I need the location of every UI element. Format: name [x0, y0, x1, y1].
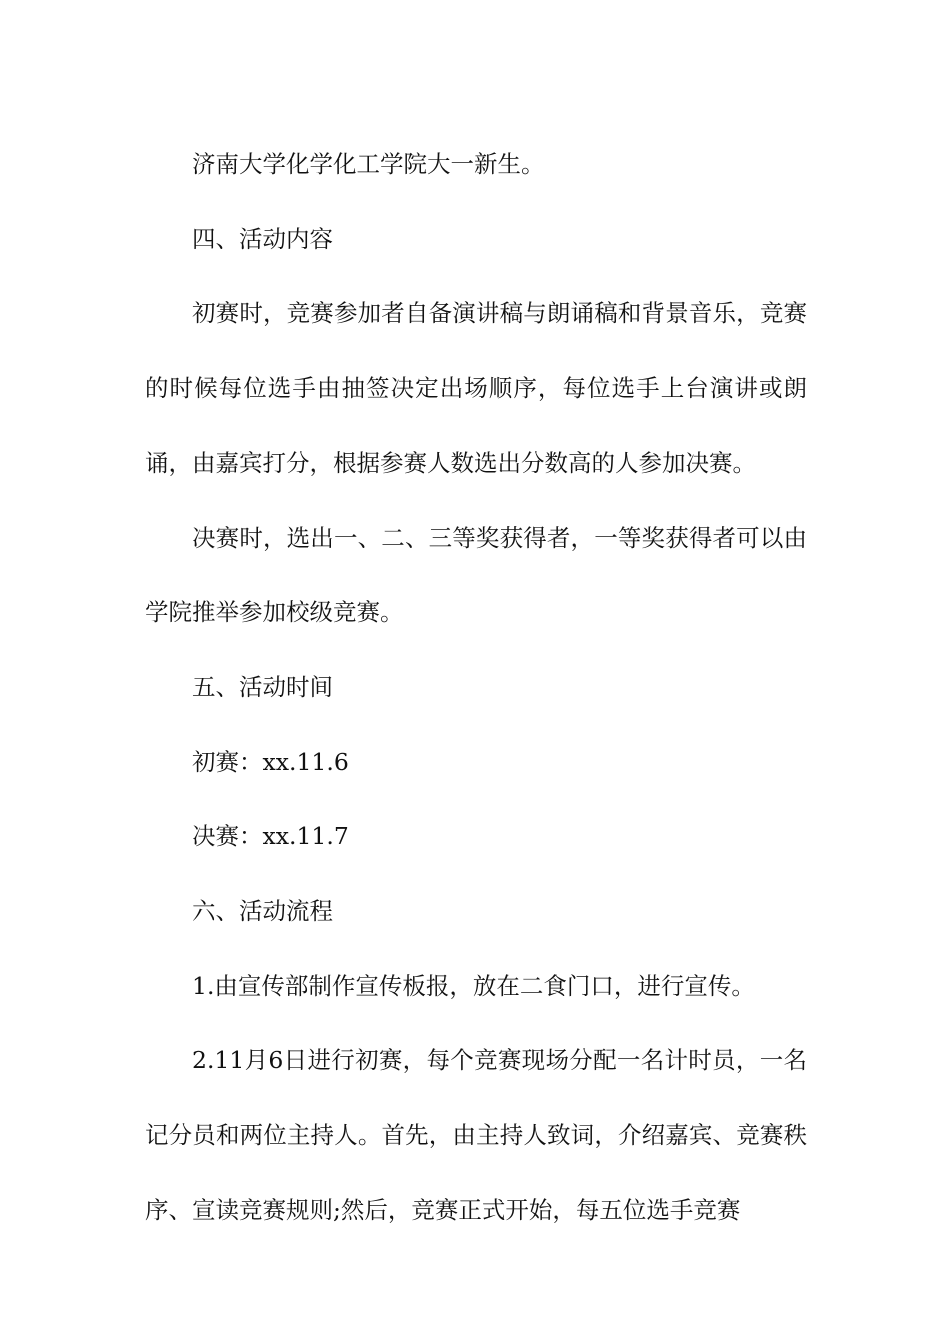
heading-activity-time: 五、活动时间 — [192, 672, 333, 701]
document-body — [145, 127, 807, 1248]
process-step-1: 1.由宣传部制作宣传板报，放在二食门口，进行宣传。 — [192, 971, 755, 1000]
final-date: 决赛：xx.11.7 — [192, 822, 349, 851]
process-step-2: 2.11月6日进行初赛，每个竞赛现场分配一名计时员，一名记分员和两位主持人。首先，由主持人致词，介绍嘉宾、竞赛秩序、宣读竞赛规则;然后，竞赛正式开始，每五位选手竞赛 — [145, 1046, 807, 1224]
heading-activity-content: 四、活动内容 — [192, 224, 333, 253]
paragraph-preliminary: 初赛时，竞赛参加者自备演讲稿与朗诵稿和背景音乐，竞赛的时候每位选手由抽签决定出场顺序，每位选手上台演讲或朗诵，由嘉宾打分，根据参赛人数选出分数高的人参加决赛。 — [145, 299, 807, 477]
heading-activity-process: 六、活动流程 — [192, 897, 333, 926]
preliminary-date: 初赛：xx.11.6 — [192, 747, 349, 776]
paragraph-participants: 济南大学化学化工学院大一新生。 — [192, 150, 545, 178]
paragraph-final: 决赛时，选出一、二、三等奖获得者，一等奖获得者可以由学院推举参加校级竞赛。 — [145, 523, 807, 627]
